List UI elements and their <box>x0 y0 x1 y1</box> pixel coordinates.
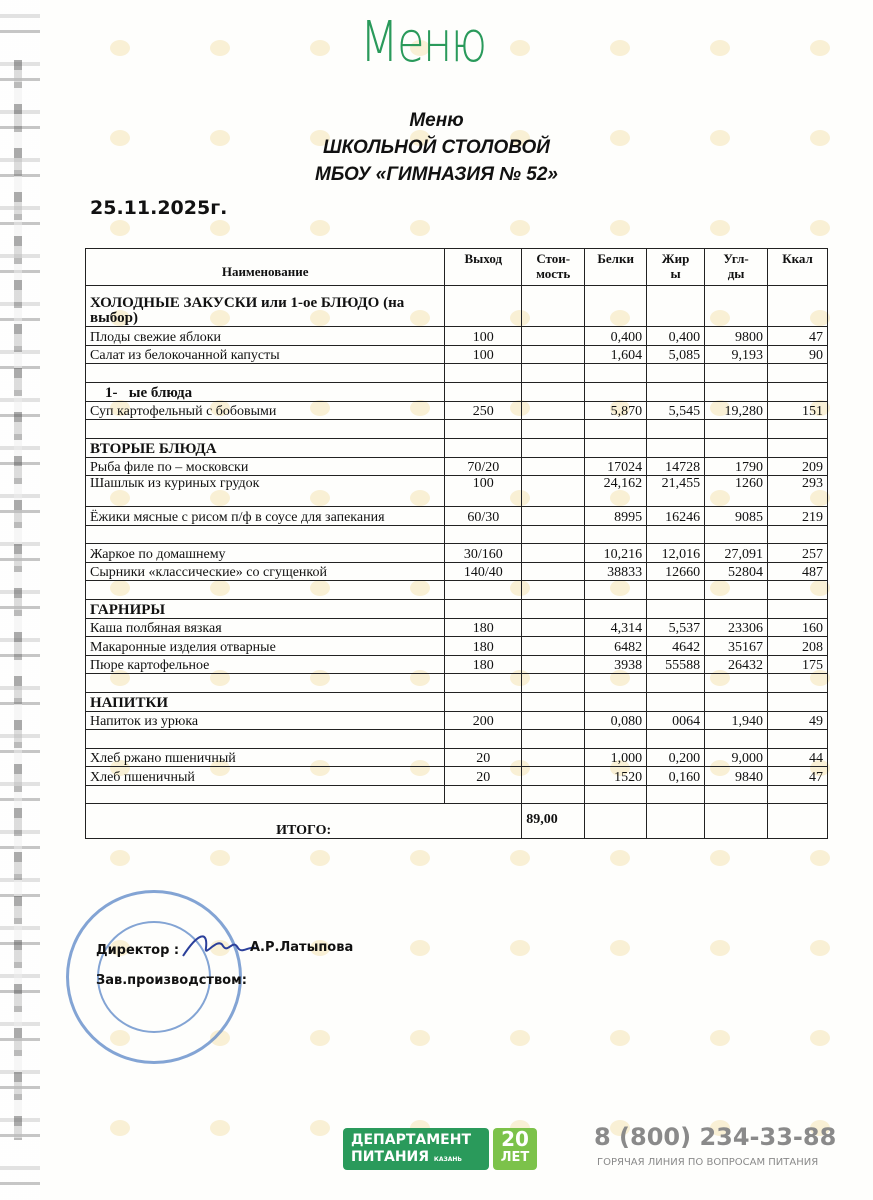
empty-cell <box>768 804 828 839</box>
table-row <box>86 748 828 767</box>
cell-p: 3938 <box>585 655 647 674</box>
cell-p: 1,000 <box>585 748 647 767</box>
watermark-mark <box>610 940 630 956</box>
empty-cell <box>647 581 705 600</box>
table-row <box>86 618 828 637</box>
empty-cell <box>585 581 647 600</box>
dept-city: КАЗАНЬ <box>433 1156 462 1163</box>
empty-cell <box>585 525 647 544</box>
empty-cell <box>86 674 445 693</box>
watermark-mark <box>610 40 630 56</box>
empty-cell <box>585 438 647 457</box>
watermark-mark <box>510 40 530 56</box>
watermark-mark <box>810 850 830 866</box>
empty-cell <box>445 730 522 749</box>
empty-cell <box>86 525 445 544</box>
total-label: ИТОГО: <box>86 804 522 839</box>
dish-name: Напиток из урюка <box>86 711 445 730</box>
empty-cell <box>522 674 585 693</box>
watermark-mark <box>310 220 330 236</box>
cell-cost <box>522 562 585 581</box>
dish-name: Макаронные изделия отварные <box>86 637 445 656</box>
dish-name: Суп картофельный с бобовыми <box>86 401 445 420</box>
total-row <box>86 804 828 839</box>
dish-name: Шашлык из куриных грудок <box>86 476 445 507</box>
column-header: Угл- ды <box>705 249 768 286</box>
empty-cell <box>445 286 522 327</box>
cell-out: 200 <box>445 711 522 730</box>
empty-cell <box>705 692 768 711</box>
cell-cost <box>522 401 585 420</box>
cell-cost <box>522 345 585 364</box>
table-row <box>86 476 828 507</box>
empty-cell <box>647 599 705 618</box>
cell-f: 4642 <box>647 637 705 656</box>
cell-kcal: 44 <box>768 748 828 767</box>
cell-p: 6482 <box>585 637 647 656</box>
watermark-mark <box>710 940 730 956</box>
empty-cell <box>445 599 522 618</box>
table-row <box>86 507 828 526</box>
empty-cell <box>705 785 768 804</box>
cell-p: 8995 <box>585 507 647 526</box>
empty-cell <box>768 364 828 383</box>
cell-out: 20 <box>445 748 522 767</box>
cell-cost <box>522 327 585 346</box>
dish-name: Пюре картофельное <box>86 655 445 674</box>
cell-out: 140/40 <box>445 562 522 581</box>
watermark-mark <box>310 850 330 866</box>
empty-cell <box>585 730 647 749</box>
hotline-caption: ГОРЯЧАЯ ЛИНИЯ ПО ВОПРОСАМ ПИТАНИЯ <box>597 1157 819 1168</box>
empty-cell <box>768 382 828 401</box>
director-signature <box>178 928 258 964</box>
cell-p: 10,216 <box>585 544 647 563</box>
cell-out: 250 <box>445 401 522 420</box>
cell-f: 12660 <box>647 562 705 581</box>
empty-cell <box>768 438 828 457</box>
empty-cell <box>647 730 705 749</box>
table-row <box>86 345 828 364</box>
cell-f: 14728 <box>647 457 705 476</box>
cell-cost <box>522 507 585 526</box>
empty-cell <box>86 785 445 804</box>
table-row <box>86 544 828 563</box>
dish-name: Хлеб пшеничный <box>86 767 445 786</box>
cell-out: 60/30 <box>445 507 522 526</box>
cell-c: 9800 <box>705 327 768 346</box>
watermark-mark <box>210 220 230 236</box>
watermark-mark <box>310 1120 330 1136</box>
empty-cell <box>647 525 705 544</box>
cell-kcal: 90 <box>768 345 828 364</box>
column-header: Жир ы <box>647 249 705 286</box>
cell-f: 5,085 <box>647 345 705 364</box>
director-name: А.Р.Латыпова <box>250 940 354 955</box>
watermark-mark <box>510 850 530 866</box>
cell-cost <box>522 457 585 476</box>
cell-kcal: 47 <box>768 327 828 346</box>
cell-kcal: 49 <box>768 711 828 730</box>
section-row <box>86 692 828 711</box>
empty-cell <box>522 785 585 804</box>
dish-name: Жаркое по домашнему <box>86 544 445 563</box>
empty-cell <box>585 692 647 711</box>
column-header: Стои- мость <box>522 249 585 286</box>
cell-f: 16246 <box>647 507 705 526</box>
cell-p: 1520 <box>585 767 647 786</box>
cell-c: 9085 <box>705 507 768 526</box>
table-row <box>86 711 828 730</box>
menu-date: 25.11.2025г. <box>90 197 228 219</box>
empty-cell <box>705 804 768 839</box>
cell-out: 100 <box>445 327 522 346</box>
cell-f: 55588 <box>647 655 705 674</box>
hotline-phone: 8 (800) 234-33-88 <box>594 1123 837 1151</box>
section-title: ХОЛОДНЫЕ ЗАКУСКИ или 1-ое БЛЮДО (на выбор) <box>86 286 445 327</box>
dish-name: Салат из белокочанной капусты <box>86 345 445 364</box>
empty-cell <box>522 438 585 457</box>
dept-line-2: ПИТАНИЯ <box>351 1149 430 1165</box>
watermark-mark <box>510 1030 530 1046</box>
watermark-mark <box>810 220 830 236</box>
empty-cell <box>86 420 445 439</box>
cell-f: 5,545 <box>647 401 705 420</box>
empty-cell <box>445 674 522 693</box>
empty-cell <box>768 525 828 544</box>
cell-c: 19,280 <box>705 401 768 420</box>
empty-cell <box>522 382 585 401</box>
cell-out: 30/160 <box>445 544 522 563</box>
cell-out: 100 <box>445 476 522 507</box>
watermark-mark <box>710 40 730 56</box>
cell-kcal: 209 <box>768 457 828 476</box>
empty-cell <box>522 525 585 544</box>
cell-p: 1,604 <box>585 345 647 364</box>
watermark-mark <box>110 850 130 866</box>
cell-out: 180 <box>445 655 522 674</box>
watermark-mark <box>510 220 530 236</box>
cell-cost <box>522 711 585 730</box>
empty-cell <box>705 581 768 600</box>
section-row <box>86 438 828 457</box>
watermark-mark <box>810 40 830 56</box>
section-title: ВТОРЫЕ БЛЮДА <box>86 438 445 457</box>
empty-cell <box>647 286 705 327</box>
table-row <box>86 637 828 656</box>
empty-cell <box>522 581 585 600</box>
table-row <box>86 655 828 674</box>
cell-cost <box>522 618 585 637</box>
dish-name: Рыба филе по – московски <box>86 457 445 476</box>
dish-name: Хлеб ржано пшеничный <box>86 748 445 767</box>
menu-logo-title: Меню <box>360 10 486 75</box>
section-row <box>86 286 828 327</box>
cell-f: 5,537 <box>647 618 705 637</box>
cell-c: 1,940 <box>705 711 768 730</box>
cell-p: 38833 <box>585 562 647 581</box>
cell-cost <box>522 655 585 674</box>
director-label: Директор : <box>96 943 180 958</box>
total-cost: 89,00 <box>522 804 585 839</box>
watermark-mark <box>710 1030 730 1046</box>
empty-cell <box>647 804 705 839</box>
blank-row <box>86 525 828 544</box>
watermark-mark <box>710 220 730 236</box>
watermark-mark <box>210 850 230 866</box>
empty-cell <box>522 692 585 711</box>
section-title: НАПИТКИ <box>86 692 445 711</box>
empty-cell <box>705 599 768 618</box>
cell-kcal: 160 <box>768 618 828 637</box>
empty-cell <box>705 420 768 439</box>
watermark-mark <box>610 850 630 866</box>
column-header: Ккал <box>768 249 828 286</box>
cell-kcal: 175 <box>768 655 828 674</box>
title-line-2: ШКОЛЬНОЙ СТОЛОВОЙ <box>323 137 550 158</box>
empty-cell <box>768 692 828 711</box>
watermark-mark <box>210 40 230 56</box>
cell-f: 0,400 <box>647 327 705 346</box>
section-row <box>86 599 828 618</box>
watermark-mark <box>810 1030 830 1046</box>
empty-cell <box>647 785 705 804</box>
cell-c: 9840 <box>705 767 768 786</box>
years-word: ЛЕТ <box>500 1150 530 1165</box>
empty-cell <box>705 674 768 693</box>
cell-kcal: 208 <box>768 637 828 656</box>
watermark-mark <box>410 940 430 956</box>
empty-cell <box>585 785 647 804</box>
empty-cell <box>585 286 647 327</box>
cell-f: 0064 <box>647 711 705 730</box>
watermark-mark <box>410 1030 430 1046</box>
watermark-mark <box>610 220 630 236</box>
cell-p: 5,870 <box>585 401 647 420</box>
empty-cell <box>768 674 828 693</box>
column-header: Выход <box>445 249 522 286</box>
empty-cell <box>768 420 828 439</box>
cell-kcal: 487 <box>768 562 828 581</box>
section-row <box>86 382 828 401</box>
watermark-mark <box>110 1120 130 1136</box>
empty-cell <box>445 692 522 711</box>
cell-c: 26432 <box>705 655 768 674</box>
empty-cell <box>86 581 445 600</box>
empty-cell <box>647 420 705 439</box>
watermark-mark <box>110 220 130 236</box>
cell-f: 21,455 <box>647 476 705 507</box>
dept-line-1: ДЕПАРТАМЕНТ <box>351 1132 471 1148</box>
scan-edge-artifact <box>14 60 22 1140</box>
empty-cell <box>522 420 585 439</box>
column-header: Белки <box>585 249 647 286</box>
watermark-mark <box>410 850 430 866</box>
empty-cell <box>705 364 768 383</box>
anniversary-badge <box>493 1128 537 1170</box>
empty-cell <box>585 674 647 693</box>
cell-out: 20 <box>445 767 522 786</box>
watermark-mark <box>310 40 330 56</box>
watermark-mark <box>610 1030 630 1046</box>
empty-cell <box>445 438 522 457</box>
empty-cell <box>647 692 705 711</box>
cell-p: 4,314 <box>585 618 647 637</box>
cell-p: 0,400 <box>585 327 647 346</box>
section-title: 1- ые блюда <box>86 382 445 401</box>
cell-c: 9,000 <box>705 748 768 767</box>
watermark-mark <box>310 1030 330 1046</box>
watermark-mark <box>710 850 730 866</box>
cell-p: 24,162 <box>585 476 647 507</box>
menu-table <box>85 248 828 839</box>
table-row <box>86 401 828 420</box>
empty-cell <box>647 674 705 693</box>
table-row <box>86 457 828 476</box>
empty-cell <box>445 364 522 383</box>
cell-c: 23306 <box>705 618 768 637</box>
dish-name: Каша полбяная вязкая <box>86 618 445 637</box>
cell-out: 70/20 <box>445 457 522 476</box>
cell-kcal: 293 <box>768 476 828 507</box>
dish-name: Ёжики мясные с рисом п/ф в соусе для запекания <box>86 507 445 526</box>
empty-cell <box>445 525 522 544</box>
empty-cell <box>585 364 647 383</box>
cell-c: 1260 <box>705 476 768 507</box>
empty-cell <box>768 286 828 327</box>
empty-cell <box>705 286 768 327</box>
cell-out: 180 <box>445 637 522 656</box>
dish-name: Плоды свежие яблоки <box>86 327 445 346</box>
watermark-mark <box>210 1120 230 1136</box>
empty-cell <box>86 364 445 383</box>
empty-cell <box>705 382 768 401</box>
cell-c: 52804 <box>705 562 768 581</box>
blank-row <box>86 785 828 804</box>
empty-cell <box>86 730 445 749</box>
years-number: 20 <box>501 1127 529 1151</box>
cell-f: 0,160 <box>647 767 705 786</box>
watermark-mark <box>110 40 130 56</box>
watermark-mark <box>810 940 830 956</box>
cell-kcal: 219 <box>768 507 828 526</box>
cell-p: 0,080 <box>585 711 647 730</box>
empty-cell <box>522 286 585 327</box>
empty-cell <box>445 382 522 401</box>
empty-cell <box>705 438 768 457</box>
cell-out: 180 <box>445 618 522 637</box>
blank-row <box>86 420 828 439</box>
empty-cell <box>522 364 585 383</box>
empty-cell <box>522 730 585 749</box>
section-title: ГАРНИРЫ <box>86 599 445 618</box>
cell-cost <box>522 767 585 786</box>
table-row <box>86 767 828 786</box>
cell-c: 9,193 <box>705 345 768 364</box>
empty-cell <box>522 599 585 618</box>
cell-kcal: 47 <box>768 767 828 786</box>
empty-cell <box>705 730 768 749</box>
empty-cell <box>445 785 522 804</box>
blank-row <box>86 674 828 693</box>
empty-cell <box>445 581 522 600</box>
cell-cost <box>522 476 585 507</box>
cell-cost <box>522 748 585 767</box>
watermark-mark <box>410 220 430 236</box>
cell-c: 1790 <box>705 457 768 476</box>
department-logo <box>343 1128 489 1170</box>
column-header: Наименование <box>86 249 445 286</box>
watermark-mark <box>510 940 530 956</box>
empty-cell <box>585 420 647 439</box>
cell-cost <box>522 544 585 563</box>
empty-cell <box>647 382 705 401</box>
production-manager-label: Зав.производством: <box>96 973 247 988</box>
empty-cell <box>768 581 828 600</box>
empty-cell <box>445 420 522 439</box>
empty-cell <box>647 438 705 457</box>
empty-cell <box>585 599 647 618</box>
cell-p: 17024 <box>585 457 647 476</box>
empty-cell <box>768 785 828 804</box>
dish-name: Сырники «классические» со сгущенкой <box>86 562 445 581</box>
table-row <box>86 562 828 581</box>
table-row <box>86 327 828 346</box>
title-line-3: МБОУ «ГИМНАЗИЯ № 52» <box>315 164 558 185</box>
cell-f: 12,016 <box>647 544 705 563</box>
empty-cell <box>768 599 828 618</box>
blank-row <box>86 730 828 749</box>
empty-cell <box>768 730 828 749</box>
cell-c: 35167 <box>705 637 768 656</box>
empty-cell <box>647 364 705 383</box>
cell-out: 100 <box>445 345 522 364</box>
title-line-1: Меню <box>409 110 464 131</box>
empty-cell <box>585 804 647 839</box>
cell-kcal: 151 <box>768 401 828 420</box>
cell-cost <box>522 637 585 656</box>
empty-cell <box>585 382 647 401</box>
cell-c: 27,091 <box>705 544 768 563</box>
blank-row <box>86 581 828 600</box>
cell-f: 0,200 <box>647 748 705 767</box>
empty-cell <box>705 525 768 544</box>
blank-row <box>86 364 828 383</box>
cell-kcal: 257 <box>768 544 828 563</box>
